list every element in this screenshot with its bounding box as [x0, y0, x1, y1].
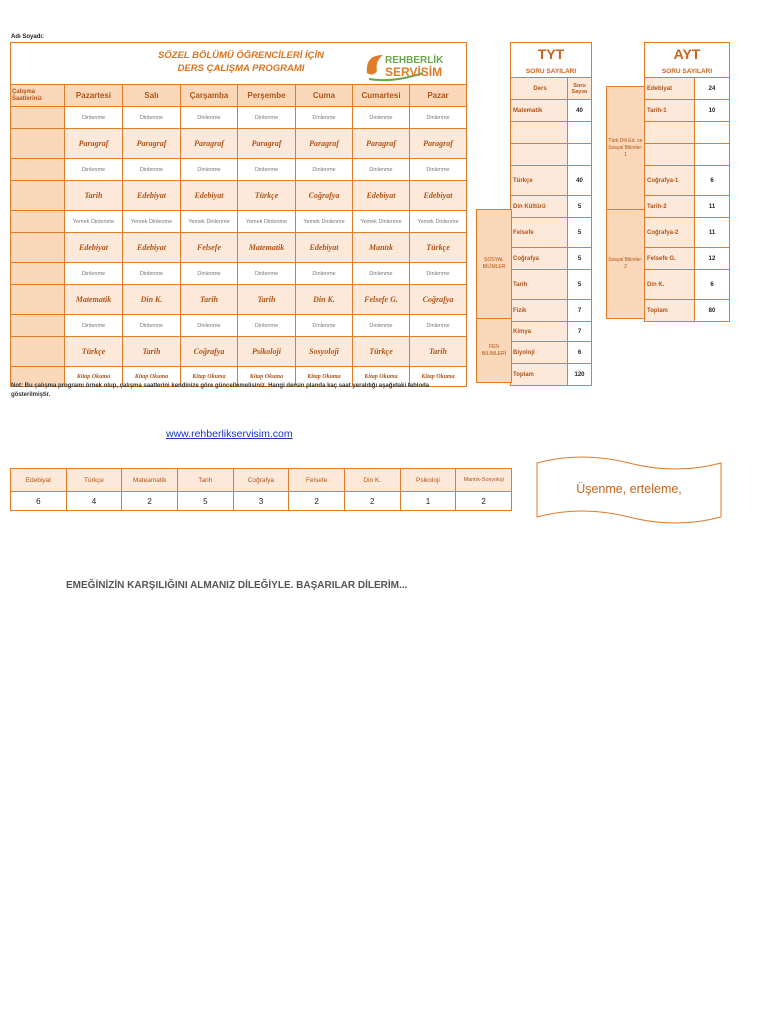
summary-subject: Tarih — [177, 469, 233, 492]
schedule-cell: Sosyoloji — [296, 337, 353, 367]
schedule-cell: Dinlenme — [181, 107, 238, 129]
schedule-cell: Dinlenme — [181, 315, 238, 337]
schedule-cell: Dinlenme — [238, 263, 296, 285]
tyt-row — [511, 322, 592, 342]
schedule-cell: Paragraf — [353, 129, 410, 159]
summary-hours: 6 — [11, 492, 67, 511]
schedule-cell: Türkçe — [65, 337, 123, 367]
tyt-subtitle: SORU SAYILARI — [511, 65, 592, 78]
tyt-ders: Coğrafya — [511, 248, 568, 270]
day-header: Cuma — [296, 85, 353, 107]
summary-subject: Psikoloji — [400, 469, 456, 492]
ayt-row — [645, 100, 730, 122]
tyt-ders: Toplam — [511, 364, 568, 386]
schedule-cell: Paragraf — [123, 129, 181, 159]
schedule-header-row — [11, 85, 467, 107]
schedule-cell: Dinlenme — [181, 159, 238, 181]
tyt-row — [511, 300, 592, 322]
schedule-cell: Coğrafya — [410, 285, 467, 315]
schedule-cell: Dinlenme — [65, 315, 123, 337]
tyt-row — [511, 166, 592, 196]
tyt-row — [511, 342, 592, 364]
schedule-cell: Felsefe G. — [353, 285, 410, 315]
ayt-row — [645, 300, 730, 322]
schedule-cell: Paragraf — [410, 129, 467, 159]
study-hours-cell[interactable] — [11, 181, 65, 211]
ayt-row — [645, 166, 730, 196]
schedule-cell: Kitap Okuma — [296, 367, 353, 387]
closing-message: EMEĞİNİZİN KARŞILIĞINI ALMANIZ DİLEĞİYLE. BAŞARILAR DİLERİM... — [66, 580, 408, 591]
ayt-row — [645, 122, 730, 144]
schedule-title: SÖZEL BÖLÜMÜ ÖĞRENCİLERİ İÇİN DERS ÇALIŞMA PROGRAMI — [157, 50, 325, 74]
schedule-cell: Kitap Okuma — [65, 367, 123, 387]
schedule-row — [11, 211, 467, 233]
day-header: Cumartesi — [353, 85, 410, 107]
schedule-cell: Kitap Okuma — [410, 367, 467, 387]
schedule-cell: Dinlenme — [181, 263, 238, 285]
ayt-row — [645, 144, 730, 166]
ayt-table — [644, 42, 730, 322]
schedule-cell: Kitap Okuma — [181, 367, 238, 387]
ayt-soru: 6 — [695, 166, 730, 196]
tyt-soru: 40 — [568, 100, 592, 122]
schedule-cell: Edebiyat — [181, 181, 238, 211]
tyt-row — [511, 122, 592, 144]
tyt-ders: Biyoloji — [511, 342, 568, 364]
study-hours-cell[interactable] — [11, 211, 65, 233]
schedule-cell: Dinlenme — [410, 263, 467, 285]
ayt-soru: 24 — [695, 78, 730, 100]
ayt-title: AYT — [645, 43, 730, 66]
ayt-row — [645, 78, 730, 100]
schedule-cell: Dinlenme — [410, 107, 467, 129]
summary-hours: 2 — [344, 492, 400, 511]
tyt-soru: 7 — [568, 300, 592, 322]
tyt-soru: 5 — [568, 270, 592, 300]
ayt-soru — [695, 144, 730, 166]
ayt-soru — [695, 122, 730, 144]
summary-subject: Türkçe — [66, 469, 122, 492]
schedule-cell: Yemek Dinlenme — [65, 211, 123, 233]
day-header: Pazartesi — [65, 85, 123, 107]
tyt-soru: 40 — [568, 166, 592, 196]
study-hours-cell[interactable] — [11, 107, 65, 129]
ayt-ders: Coğrafya-2 — [645, 218, 695, 248]
schedule-cell: Dinlenme — [123, 159, 181, 181]
summary-hours: 2 — [122, 492, 178, 511]
day-header: Çarşamba — [181, 85, 238, 107]
study-hours-cell[interactable] — [11, 315, 65, 337]
day-header: Salı — [123, 85, 181, 107]
study-hours-cell[interactable] — [11, 285, 65, 315]
schedule-cell: Din K. — [296, 285, 353, 315]
tyt-soru: 5 — [568, 218, 592, 248]
schedule-cell: Dinlenme — [65, 107, 123, 129]
schedule-cell: Dinlenme — [353, 315, 410, 337]
summary-subject: Mateamatik — [122, 469, 178, 492]
ayt-group-2: Sosyal Bilimler-2 — [606, 209, 645, 319]
schedule-row — [11, 233, 467, 263]
schedule-cell: Yemek Dinlenme — [238, 211, 296, 233]
schedule-cell: Dinlenme — [296, 107, 353, 129]
ayt-ders: Felsefe G. — [645, 248, 695, 270]
ayt-row — [645, 270, 730, 300]
schedule-cell: Dinlenme — [238, 107, 296, 129]
study-hours-cell[interactable] — [11, 233, 65, 263]
schedule-cell: Dinlenme — [410, 315, 467, 337]
hours-summary-table — [10, 468, 512, 511]
schedule-cell: Coğrafya — [296, 181, 353, 211]
name-label: Adı Soyadı: — [11, 34, 45, 40]
motivation-banner — [536, 455, 722, 525]
schedule-cell: Tarih — [238, 285, 296, 315]
schedule-cell: Dinlenme — [296, 315, 353, 337]
ayt-ders: Edebiyat — [645, 78, 695, 100]
ayt-soru: 6 — [695, 270, 730, 300]
schedule-cell: Kitap Okuma — [238, 367, 296, 387]
schedule-cell: Dinlenme — [353, 107, 410, 129]
tyt-ders: Matematik — [511, 100, 568, 122]
schedule-cell: Dinlenme — [123, 315, 181, 337]
study-hours-cell[interactable] — [11, 263, 65, 285]
schedule-cell: Tarih — [65, 181, 123, 211]
tyt-row — [511, 196, 592, 218]
svg-text:REHBERLİK: REHBERLİK — [385, 55, 444, 66]
schedule-cell: Dinlenme — [353, 263, 410, 285]
schedule-cell: Yemek Dinlenme — [181, 211, 238, 233]
website-link[interactable]: www.rehberlikservisim.com — [166, 428, 293, 440]
schedule-cell: Dinlenme — [353, 159, 410, 181]
tyt-col-soru: Soru Sayısı — [568, 78, 592, 100]
schedule-row — [11, 181, 467, 211]
ayt-soru: 11 — [695, 196, 730, 218]
ayt-ders: Coğrafya-1 — [645, 166, 695, 196]
tyt-soru: 5 — [568, 196, 592, 218]
schedule-cell: Paragraf — [181, 129, 238, 159]
schedule-cell: Tarih — [123, 337, 181, 367]
summary-hours: 5 — [177, 492, 233, 511]
tyt-row — [511, 270, 592, 300]
schedule-cell: Türkçe — [238, 181, 296, 211]
study-hours-header: Çalışma Saatleriniz — [11, 85, 65, 107]
ayt-row — [645, 196, 730, 218]
schedule-cell: Felsefe — [181, 233, 238, 263]
tyt-group-sosyal: SOSYAL BİLİMLER — [476, 209, 512, 319]
ayt-soru: 10 — [695, 100, 730, 122]
schedule-row — [11, 107, 467, 129]
summary-hours: 4 — [66, 492, 122, 511]
schedule-row — [11, 285, 467, 315]
ayt-soru: 80 — [695, 300, 730, 322]
schedule-cell: Coğrafya — [181, 337, 238, 367]
schedule-cell: Yemek Dinlenme — [353, 211, 410, 233]
schedule-cell: Dinlenme — [296, 263, 353, 285]
tyt-row — [511, 144, 592, 166]
ayt-ders: Tarih-1 — [645, 100, 695, 122]
schedule-cell: Dinlenme — [238, 315, 296, 337]
summary-subject: Edebiyat — [11, 469, 67, 492]
schedule-cell: Kitap Okuma — [123, 367, 181, 387]
schedule-cell: Türkçe — [410, 233, 467, 263]
tyt-ders: Felsefe — [511, 218, 568, 248]
schedule-cell: Edebiyat — [410, 181, 467, 211]
summary-hours: 2 — [289, 492, 345, 511]
summary-subject: Felsefe — [289, 469, 345, 492]
schedule-row — [11, 337, 467, 367]
schedule-cell: Yemek Dinlenme — [123, 211, 181, 233]
schedule-cell: Din K. — [123, 285, 181, 315]
schedule-cell: Tarih — [181, 285, 238, 315]
study-hours-cell[interactable] — [11, 337, 65, 367]
schedule-cell: Edebiyat — [353, 181, 410, 211]
summary-subject: Din K. — [344, 469, 400, 492]
ayt-ders — [645, 122, 695, 144]
schedule-cell: Dinlenme — [123, 107, 181, 129]
schedule-cell: Dinlenme — [65, 159, 123, 181]
tyt-ders: Türkçe — [511, 166, 568, 196]
schedule-cell: Dinlenme — [238, 159, 296, 181]
tyt-title: TYT — [511, 43, 592, 66]
schedule-cell: Matematik — [238, 233, 296, 263]
tyt-soru — [568, 144, 592, 166]
schedule-cell: Paragraf — [65, 129, 123, 159]
study-hours-cell[interactable] — [11, 129, 65, 159]
ayt-ders — [645, 144, 695, 166]
schedule-row — [11, 159, 467, 181]
tyt-row — [511, 364, 592, 386]
schedule-row — [11, 315, 467, 337]
schedule-cell: Edebiyat — [123, 181, 181, 211]
schedule-cell: Dinlenme — [123, 263, 181, 285]
schedule-cell: Dinlenme — [410, 159, 467, 181]
study-hours-cell[interactable] — [11, 159, 65, 181]
schedule-cell: Türkçe — [353, 337, 410, 367]
tyt-ders: Fizik — [511, 300, 568, 322]
schedule-cell: Edebiyat — [65, 233, 123, 263]
day-header: Pazar — [410, 85, 467, 107]
schedule-table — [10, 42, 467, 387]
tyt-soru: 120 — [568, 364, 592, 386]
summary-subject: Mantık-Sosyoloji — [456, 469, 512, 492]
schedule-cell: Matematik — [65, 285, 123, 315]
tyt-soru: 5 — [568, 248, 592, 270]
summary-hours: 1 — [400, 492, 456, 511]
rehberlik-servisim-logo — [363, 49, 455, 83]
tyt-ders: Din Kültürü — [511, 196, 568, 218]
svg-text:SERVİSİM: SERVİSİM — [385, 65, 443, 79]
tyt-soru: 6 — [568, 342, 592, 364]
summary-hours: 3 — [233, 492, 289, 511]
ayt-ders: Toplam — [645, 300, 695, 322]
schedule-cell: Mantık — [353, 233, 410, 263]
tyt-ders — [511, 122, 568, 144]
ayt-subtitle: SORU SAYILARI — [645, 65, 730, 78]
tyt-row — [511, 100, 592, 122]
schedule-row — [11, 129, 467, 159]
schedule-cell: Psikoloji — [238, 337, 296, 367]
schedule-cell: Paragraf — [238, 129, 296, 159]
schedule-cell: Edebiyat — [123, 233, 181, 263]
banner-text: Üşenme, erteleme, — [576, 482, 682, 496]
schedule-cell: Tarih — [410, 337, 467, 367]
schedule-cell: Dinlenme — [65, 263, 123, 285]
schedule-cell: Edebiyat — [296, 233, 353, 263]
schedule-row — [11, 263, 467, 285]
ayt-ders: Tarih-2 — [645, 196, 695, 218]
tyt-ders: Tarih — [511, 270, 568, 300]
schedule-cell: Yemek Dinlenme — [410, 211, 467, 233]
tyt-soru — [568, 122, 592, 144]
tyt-group-fen: FEN BİLİMLERİ — [476, 318, 512, 383]
ayt-soru: 11 — [695, 218, 730, 248]
tyt-ders — [511, 144, 568, 166]
ayt-ders: Din K. — [645, 270, 695, 300]
tyt-table — [510, 42, 592, 386]
schedule-title-cell — [11, 43, 467, 85]
tyt-soru: 7 — [568, 322, 592, 342]
tyt-row — [511, 218, 592, 248]
schedule-cell: Kitap Okuma — [353, 367, 410, 387]
summary-subject: Coğrafya — [233, 469, 289, 492]
schedule-cell: Yemek Dinlenme — [296, 211, 353, 233]
schedule-cell: Dinlenme — [296, 159, 353, 181]
schedule-cell: Paragraf — [296, 129, 353, 159]
tyt-ders: Kimya — [511, 322, 568, 342]
ayt-group-1: Türk Dili Ed. ve Sosyal Bilimler-1 — [606, 86, 645, 210]
ayt-row — [645, 218, 730, 248]
ayt-soru: 12 — [695, 248, 730, 270]
day-header: Perşembe — [238, 85, 296, 107]
tyt-row — [511, 248, 592, 270]
ayt-row — [645, 248, 730, 270]
summary-hours: 2 — [456, 492, 512, 511]
note-text: Not: Bu çalışma programı örnek olup, çalışma saatlerini kendinize göre güncellemelisiniz. Hangi dersin planda kaç saat yeraldığı aşağıdaki tabloda gösterilmiştir. — [11, 383, 430, 398]
tyt-col-ders: Ders — [511, 78, 568, 100]
